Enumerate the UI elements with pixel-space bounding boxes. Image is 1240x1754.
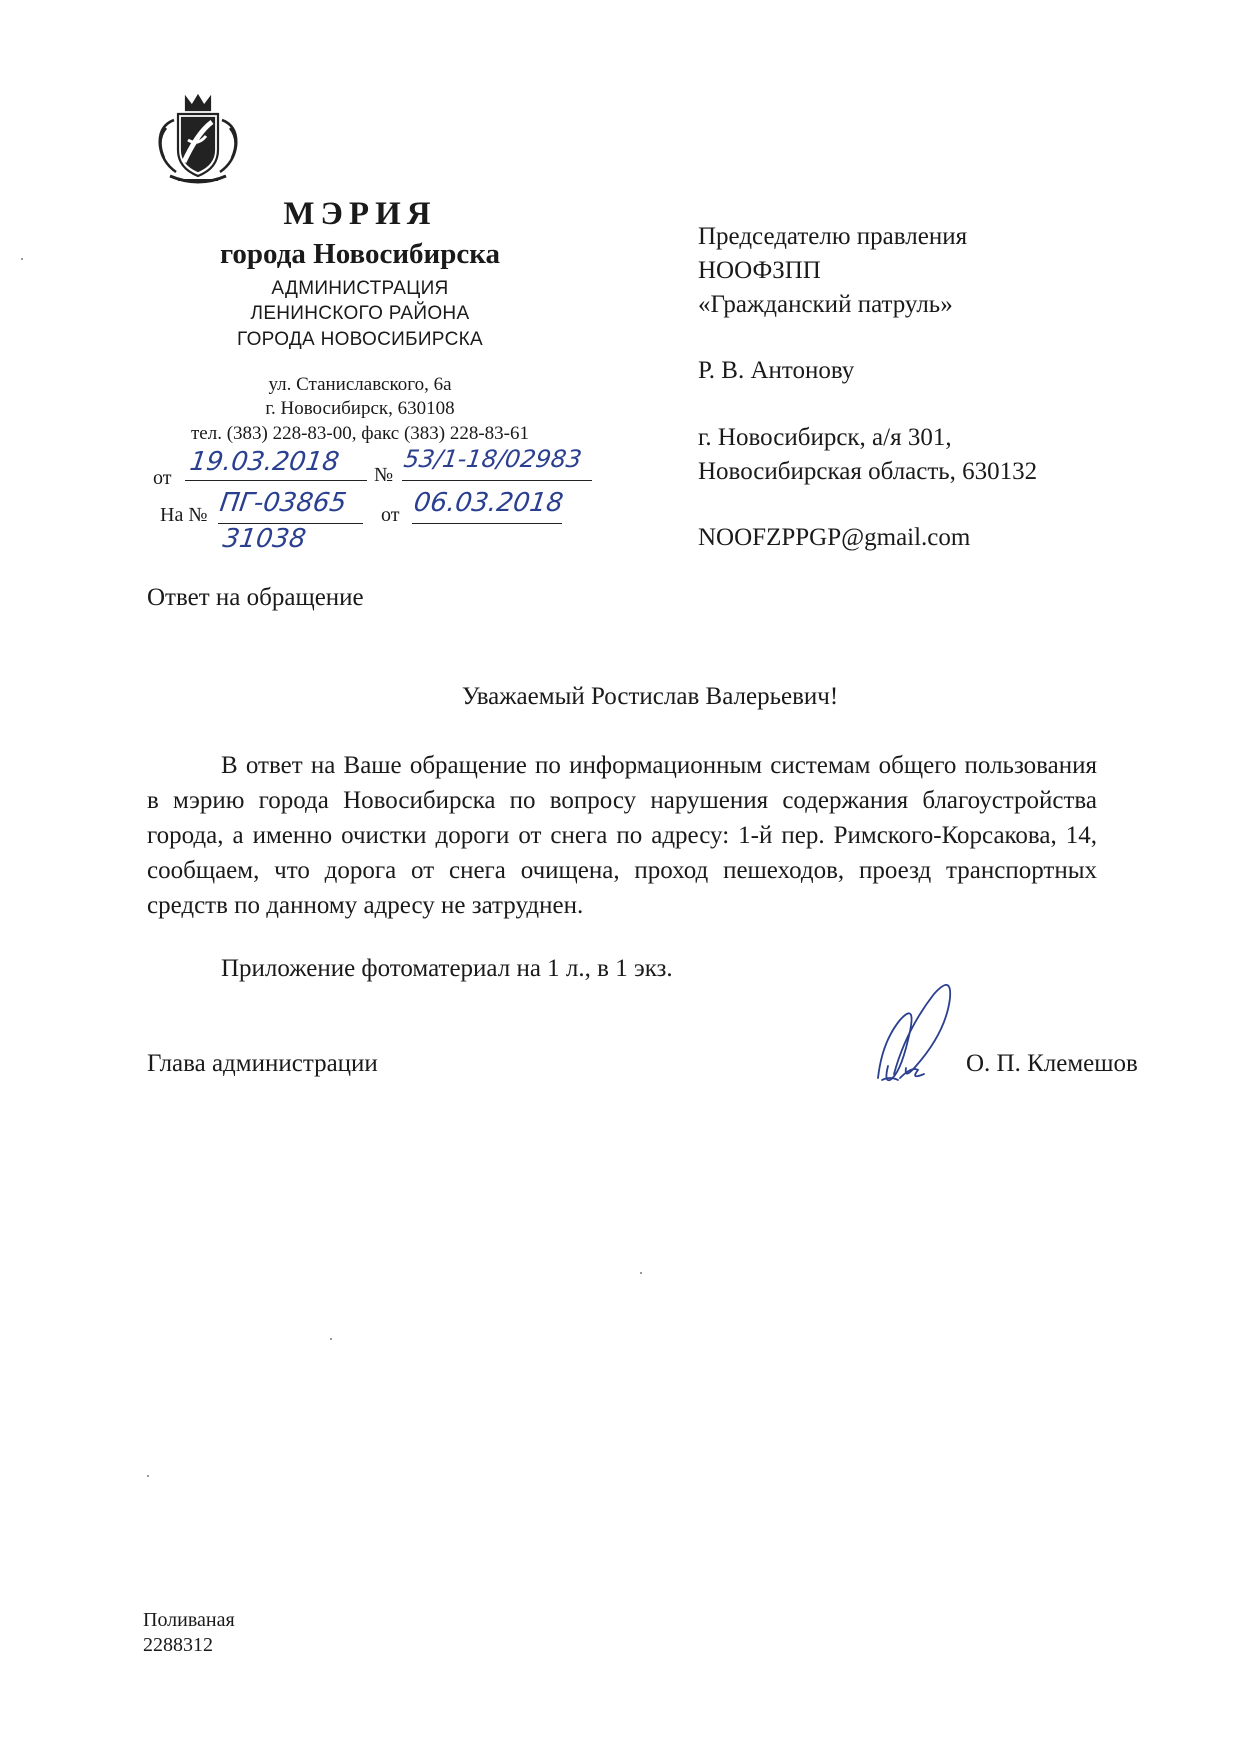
scan-speck [147,1475,149,1477]
addressee-email[interactable]: NOOFZPPGP@gmail.com [698,524,971,551]
executor-name: Поливаная [143,1609,235,1631]
addressee-address-line: г. Новосибирск, а/я 301, [698,424,952,451]
scan-speck [21,258,23,260]
scan-speck [330,1338,332,1340]
administration-line: ЛЕНИНСКОГО РАЙОНА [250,303,470,324]
reply-date-label: от [381,504,400,526]
addressee-address-line: Новосибирская область, 630132 [698,458,1038,485]
letter-attachment-note: Приложение фотоматериал на 1 л., в 1 экз. [221,955,673,982]
number-label: № [374,464,394,486]
city-title: города Новосибирска [219,238,501,270]
letter-subject: Ответ на обращение [147,584,364,611]
number-value: 53/1-18/02983 [402,445,584,473]
addressee-organization: «Гражданский патруль» [698,291,953,318]
from-date-label: от [153,467,172,489]
addressee-line: Председателю правления [698,223,968,250]
letter-body: В ответ на Ваше обращение по информационным системам общего пользования в мэрию города Новосибирска по вопросу нарушения содержания благоустройства города, а именно очистки дороги от снега по адресу: 1-й пер. Римского-Корсакова, 14, сообщаем, что дорога от снега очищена, проход пешеходов, проезд транспортных средств по данному адресу не затруднен. [147,752,1097,919]
sender-address-line: г. Новосибирск, 630108 [265,398,455,419]
sender-phone-fax: тел. (383) 228-83-00, факс (383) 228-83-61 [190,423,530,444]
reply-date-value: 06.03.2018 [411,488,565,518]
reply-to-extra-number: 31038 [220,524,308,554]
administration-line: ГОРОДА НОВОСИБИРСКА [237,329,483,350]
signer-name: О. П. Клемешов [966,1050,1138,1077]
addressee-name: Р. В. Антонову [698,357,855,384]
reply-to-number: ПГ-03865 [217,488,349,518]
from-date-value: 19.03.2018 [187,447,341,477]
scan-speck [640,1272,642,1274]
mayor-office-title: МЭРИЯ [283,196,437,232]
executor-phone: 2288312 [143,1634,213,1656]
administration-line: АДМИНИСТРАЦИЯ [271,278,449,299]
sender-address-line: ул. Станиславского, 6а [268,374,452,395]
letter-greeting: Уважаемый Ростислав Валерьевич! [461,683,839,710]
city-coat-of-arms-icon [148,92,248,188]
signer-position: Глава администрации [147,1050,378,1077]
reply-to-label: На № [160,504,208,526]
addressee-line: НООФЗПП [698,257,821,284]
